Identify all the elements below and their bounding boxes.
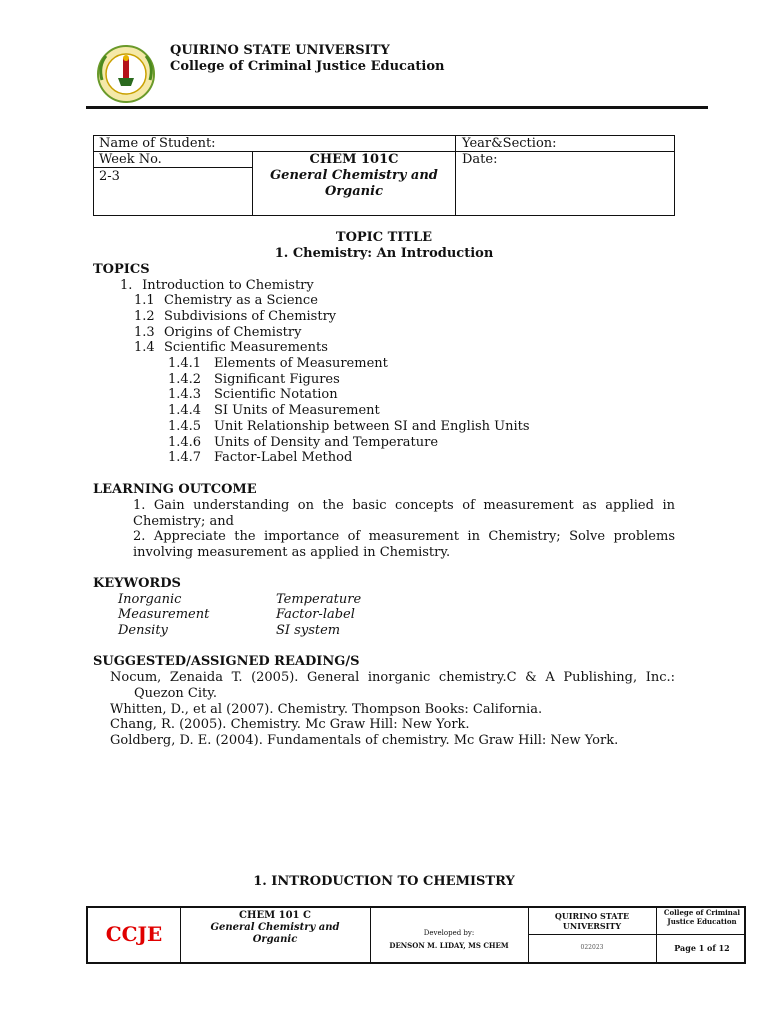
week-label: Week No. [99, 152, 162, 167]
keyword: Measurement [118, 607, 210, 622]
ccje-logo-text: CCJE [105, 922, 163, 946]
topic-item: 1.4.6 Units of Density and Temperature [168, 435, 439, 450]
topic-item: 1.4.2 Significant Figures [168, 372, 340, 387]
reading-item: Chang, R. (2005). Chemistry. Mc Graw Hill: New York. [110, 717, 470, 732]
section-heading: 1. INTRODUCTION TO CHEMISTRY [253, 874, 515, 889]
keyword: SI system [276, 623, 341, 638]
topic-title-label: TOPIC TITLE [335, 230, 433, 245]
readings-heading: SUGGESTED/ASSIGNED READING/S [93, 654, 360, 669]
footer-college: College of Criminal Justice Education [663, 908, 741, 926]
learning-outcome-item: 1. Gain understanding on the basic concepts of measurement as applied in Chemistry; and [133, 498, 675, 529]
university-name: QUIRINO STATE UNIVERSITY [170, 43, 390, 58]
college-name: College of Criminal Justice Education [170, 59, 445, 74]
keywords-heading: KEYWORDS [93, 576, 181, 591]
course-code: CHEM 101C [309, 152, 399, 167]
learning-outcome-heading: LEARNING OUTCOME [93, 482, 257, 497]
reading-item: Nocum, Zenaida T. (2005). General inorganic chemistry.C & A Publishing, Inc.: Quezon City. [110, 670, 675, 701]
keyword: Factor-label [276, 607, 355, 622]
week-value: 2-3 [99, 169, 120, 184]
keyword: Density [118, 623, 168, 638]
footer-developer: DENSON M. LIDAY, MS CHEM [389, 941, 509, 950]
footer-course-code: CHEM 101 C [239, 910, 311, 921]
topic-item: 1. Introduction to Chemistry [120, 278, 314, 293]
topics-heading: TOPICS [93, 262, 150, 277]
topic-item: 1.4.5 Unit Relationship between SI and English Units [168, 419, 530, 434]
page-footer [86, 906, 746, 964]
topic-item: 1.4.3 Scientific Notation [168, 387, 338, 402]
footer-university: QUIRINO STATE UNIVERSITY [554, 911, 630, 931]
keyword: Temperature [276, 592, 362, 607]
topic-item: 1.4 Scientific Measurements [134, 340, 328, 355]
learning-outcome-item: 2. Appreciate the importance of measurement in Chemistry; Solve problems involving measurement as applied in Chemistry. [133, 529, 675, 560]
reading-item: Whitten, D., et al (2007). Chemistry. Thompson Books: California. [110, 702, 543, 717]
topic-item: 1.1 Chemistry as a Science [134, 293, 318, 308]
topic-title: 1. Chemistry: An Introduction [274, 246, 494, 261]
university-seal-logo [96, 44, 156, 104]
reading-item: Goldberg, D. E. (2004). Fundamentals of chemistry. Mc Graw Hill: New York. [110, 733, 619, 748]
footer-course-title: General Chemistry and Organic [210, 922, 340, 945]
course-title: General Chemistry and Organic [270, 168, 438, 199]
topic-item: 1.4.1 Elements of Measurement [168, 356, 388, 371]
header-rule [86, 106, 708, 109]
footer-developed-label: Developed by: [423, 929, 475, 937]
topic-item: 1.4.4 SI Units of Measurement [168, 403, 380, 418]
date-label: Date: [462, 152, 498, 167]
topic-item: 1.2 Subdivisions of Chemistry [134, 309, 337, 324]
keyword: Inorganic [118, 592, 182, 607]
name-label: Name of Student: [99, 136, 216, 151]
year-section-label: Year&Section: [462, 136, 557, 151]
page-number: Page 1 of 12 [674, 943, 730, 953]
footer-code: 022023 [580, 944, 604, 951]
topic-item: 1.3 Origins of Chemistry [134, 325, 302, 340]
topic-item: 1.4.7 Factor-Label Method [168, 450, 353, 465]
